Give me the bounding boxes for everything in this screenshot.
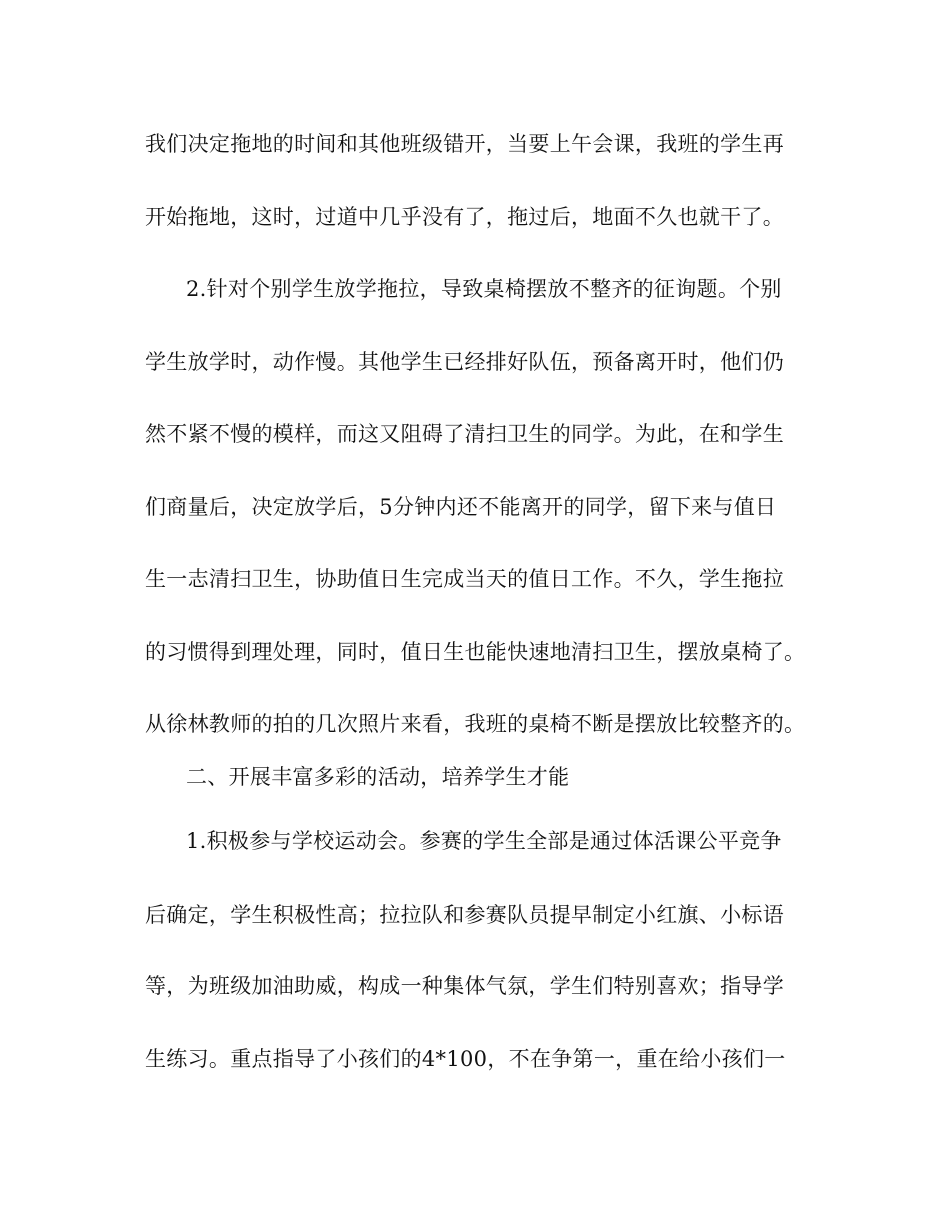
paragraph-line: 1.积极参与学校运动会。参赛的学生全部是通过体活课公平竞争 — [186, 829, 782, 853]
paragraph-line: 生练习。重点指导了小孩们的4*100，不在争第一，重在给小孩们一 — [145, 1047, 786, 1071]
paragraph-line: 生一志清扫卫生，协助值日生完成当天的值日工作。不久，学生拖拉 — [145, 567, 784, 591]
paragraph-line: 然不紧不慢的模样，而这又阻碍了清扫卫生的同学。为此，在和学生 — [145, 422, 784, 446]
paragraph-line: 等，为班级加油助威，构成一种集体气氛，学生们特别喜欢；指导学 — [145, 974, 784, 998]
paragraph-line: 我们决定拖地的时间和其他班级错开，当要上午会课，我班的学生再 — [145, 132, 784, 156]
paragraph-line: 开始拖地，这时，过道中几乎没有了，拖过后，地面不久也就干了。 — [145, 205, 784, 229]
paragraph-line: 的习惯得到理处理，同时，值日生也能快速地清扫卫生，摆放桌椅了。 — [145, 640, 806, 664]
paragraph-line: 从徐林教师的拍的几次照片来看，我班的桌椅不断是摆放比较整齐的。 — [145, 712, 806, 736]
paragraph-line: 后确定，学生积极性高；拉拉队和参赛队员提早制定小红旗、小标语 — [145, 903, 784, 927]
paragraph-line: 学生放学时，动作慢。其他学生已经排好队伍，预备离开时，他们仍 — [145, 350, 784, 374]
paragraph-line: 2.针对个别学生放学拖拉，导致桌椅摆放不整齐的征询题。个别 — [186, 277, 782, 301]
paragraph-line: 们商量后，决定放学后，5分钟内还不能离开的同学，留下来与值日 — [145, 495, 777, 519]
section-heading: 二、开展丰富多彩的活动，培养学生才能 — [186, 765, 570, 789]
